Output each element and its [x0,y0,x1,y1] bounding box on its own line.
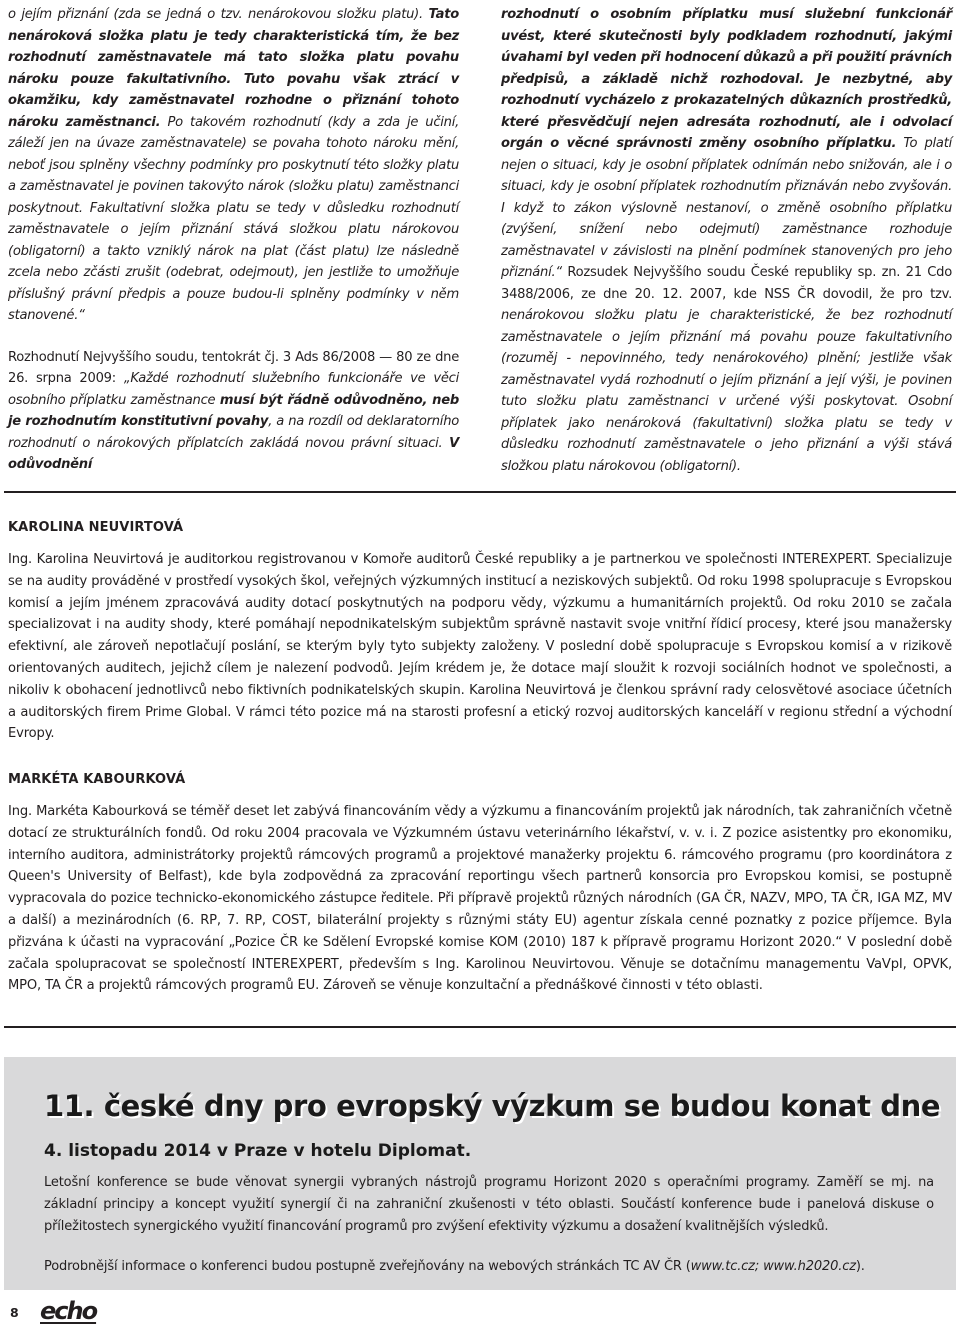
left-p1-intro: o jejím přiznání (zda se jedná o tzv. nenárokovou složku platu). [8,7,423,22]
conference-announcement-box [4,1057,956,1290]
left-p2-tail: V odůvodnění [8,435,459,472]
author-bio-text: Ing. Karolina Neuvirtová je auditorkou registrovanou v Komoře auditorů České republiky a je partnerkou ve společnosti INTEREXPERT. Specializuje se na audity prováděné v prostředí vysokých škol, veřejných výzkumných institucí a neziskových subjektů. Od roku 1998 spolupracuje s Evropskou komisí a jejím jménem zpracovává audity dotací poskytnutých na podporu vědy, výzkumu a humanitárních projektů. Od roku 2010 se začala specializovat i na audity shody, které pomáhají nepodnikatelským subjektům správně nastavit svoje vnitřní řídicí procesy, které jsou manažersky efektivní, ale zároveň nepotlačují poslání, se kterým byly tyto subjekty založeny. V poslední době spolupracuje s Evropskou komisí a v rizikově orientovaných auditech, jejichž cílem je nalezení podvodů. Jejím krédem je, že dotace mají sloužit k rozvoji sociálních hodnot ve společnosti, a nikoliv k obohacení jednotlivců nebo fiktivních podnikatelských skupin. Karolina Neuvirtová je členkou správní rady celosvětové asociace účetních a auditorských firem Prime Global. V rámci této pozice má na starosti profesní a etický rozvoj auditorských kanceláří v regionu střední a východní Evropy. [8,552,952,742]
left-p2-emphasis: musí být řádně odůvodněno, neb je rozhodnutím konstitutivní povahy [8,392,460,429]
more-info-end: ). [855,1259,865,1274]
author-name: MARKÉTA KABOURKOVÁ [8,772,186,787]
section-divider-bottom [4,1026,956,1028]
more-info-links[interactable]: www.tc.cz; www.h2020.cz [690,1259,856,1274]
announcement-subtitle: 4. listopadu 2014 v Praze v hotelu Diplomat. [44,1141,472,1161]
paragraph-gap [8,327,459,347]
announcement-more-info [44,1256,934,1278]
echo-logo [40,1297,96,1325]
left-p2-reference: Rozhodnutí Nejvyššího soudu, tentokrát čj. 3 Ads 86/2008 — 80 ze dne 26. srpna 2009: [8,349,459,386]
author-bio-kabourkova [8,772,952,997]
echo-logo-text: echo [40,1297,97,1325]
article-left-column [8,4,459,477]
page-number: 8 [10,1305,19,1320]
author-bio-neuvirtova [8,520,952,745]
article-right-column [501,4,952,477]
announcement-title: 11. české dny pro evropský výzkum se budou konat dne [44,1089,941,1123]
left-p1-emphasis: Tato nenároková složka platu je tedy charakteristická tím, že bez rozhodnutí zaměstnavatele má tato složka platu povahu nároku pouze fakultativního. Tuto povahu však ztrácí v okamžiku, kdy zaměstnavatel rozhodne o přiznání tohoto nároku zaměstnanci. [8,7,459,130]
article-columns [8,4,952,477]
announcement-description: Letošní konference se bude věnovat synergii vybraných nástrojů programu Horizont 2020 s operačními programy. Zaměří se mj. na základní principy a koncept využití synergií či na zahraniční zkušenosti v této oblasti. Součástí konference bude i panelová diskuse o příležitostech synergického využití financování programů pro zvýšení efektivity výzkumu a dosažení kvalitnějších výsledků. [44,1175,934,1234]
section-divider-top [4,491,956,493]
left-p2-body: , a na rozdíl od deklaratorního rozhodnutí o nárokových příplatcích zakládá novou právní situaci. [8,414,459,451]
right-p2-reference: Rozsudek Nejvyššího soudu České republiky sp. zn. 21 Cdo 3488/2006, ze dne 20. 12. 2007, kde NSS ČR dovodil, že pro tzv. [501,265,952,302]
right-p1-emphasis: rozhodnutí o osobním příplatku musí služební funkcionář uvést, které skutečnosti byly podkladem rozhodnutí, jakými úvahami byl veden při hodnocení důkazů a při použití právních předpisů, a základě nichž rozhodoval. Je nezbytné, aby rozhodnutí vycházelo z prokazatelných důkazních prostředků, které přesvědčují nejen adresáta rozhodnutí, ale i odvolací orgán o věcné správnosti změny osobního příplatku. [501,7,952,151]
left-p1-body: Po takovém rozhodnutí (kdy a zda je učiní, záleží jen na úvaze zaměstnavatele) se povaha tohoto nároku mění, neboť jsou splněny všechny podmínky pro poskytnutí této složky platu a zaměstnavatel je povinen takovýto nárok (složku platu) zaměstnanci poskytnout. Fakultativní složka platu se tedy v důsledku rozhodnutí zaměstnavatele o jejím přiznání stává složkou platu nárokovou (obligatorní) a takto vzniklý nárok na plat (část platu) lze následně zcela nebo zčásti zrušit (odebrat, odejmout), jen jestliže to umožňuje příslušný právní předpis a pouze budou-li splněny podmínky v něm stanovené.“ [8,114,460,323]
right-p1-body: To platí nejen o situaci, kdy je osobní příplatek odnímán nebo snižován, ale i o situaci, kdy je osobní příplatek rozhodnutím přiznáván nebo zvyšován. I když to zákon výslovně nestanoví, o změně osobního příplatku (zvýšení, snížení nebo odejmutí) zaměstnance rozhoduje zaměstnavatel v závislosti na plnění podmínek stanovených pro jeho přiznání.“ [501,136,952,280]
author-name: KAROLINA NEUVIRTOVÁ [8,520,184,535]
right-p2-body: nenárokovou složku platu je charakteristické, že bez rozhodnutí zaměstnavatele o jejím přiznání má povahu pouze fakultativního (rozuměj - nepovinného, tedy nenárokového) plnění; jestliže však zaměstnavatel vydá rozhodnutí o jejím přiznání a její výši, je povinen tuto složku platu zaměstnanci v určené výši poskytovat. Osobní příplatek jako nenároková (fakultativní) složka platu se tedy v důsledku rozhodnutí zaměstnavatele o jeho přiznání a výši stává složkou platu nárokovou (obligatorní). [501,308,952,474]
more-info-text: Podrobnější informace o konferenci budou postupně zveřejňovány na webových stránkách TC AV ČR ( [44,1259,691,1274]
left-p2-quote: „Každé rozhodnutí služebního funkcionáře ve věci osobního příplatku zaměstnance [8,371,460,408]
author-bio-text: Ing. Markéta Kabourková se téměř deset let zabývá financováním vědy a výzkumu a financováním projektů jak národních, tak zahraničních včetně dotací ze strukturálních fondů. Od roku 2004 pracovala ve Výzkumném ústavu veterinárního lékařství, v. v. i. Z pozice asistentky pro ekonomiku, interního auditora, administrátorky projektů rámcových programů a projektové manažerky projektu 6. rámcového programu (pro koordinátora z Queen's University of Belfast), kde byla zodpovědná za zpracování reportingu všech partnerů konsorcia pro Evropskou komisi, se postupně vypracovala do pozice technicko-ekonomického zástupce ředitele. Při přípravě projektů různých národních (GA ČR, NAZV, MPO, TA ČR, IGA MZ, MV a další) a mezinárodních (6. RP, 7. RP, COST, bilaterální projekty s různými státy EU) agentur získala cenné poznatky z pozice příjemce. Byla přizvána k účasti na vypracování „Pozice ČR ke Sdělení Evropské komise KOM (2010) 187 k přípravě programu Horizont 2020.“ V poslední době začala spolupracovat se společností INTEREXPERT, především s Ing. Karolinou Neuvirtovou. Věnuje se dotačnímu managementu VaVpI, OPVK, MPO, TA ČR a projektů rámcových programů EU. Zároveň se věnuje konzultační a přednáškové činnosti v této oblasti. [8,804,952,994]
